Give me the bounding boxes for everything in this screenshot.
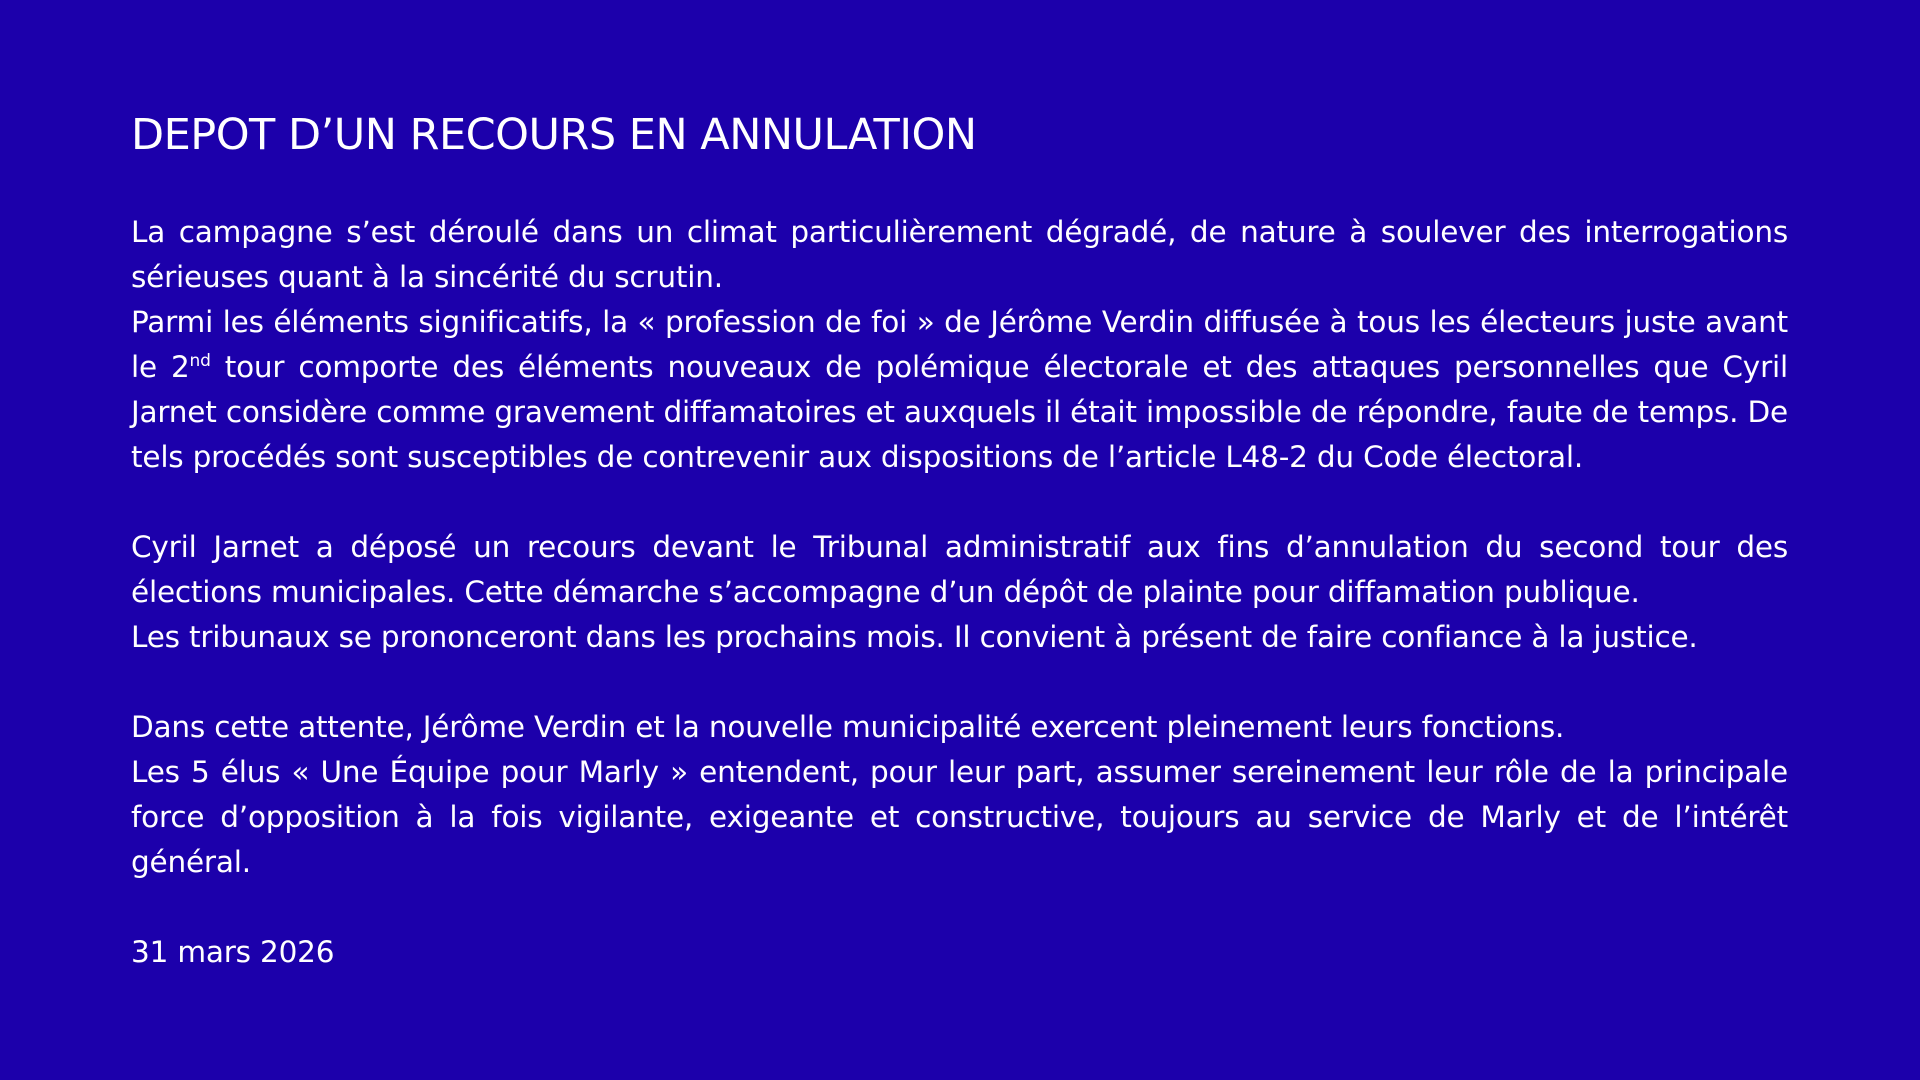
paragraph-attente: Dans cette attente, Jérôme Verdin et la nouvelle municipalité exercent pleinement leurs fonctions. (131, 710, 1565, 744)
paragraph-profession-de-foi-part2: tour comporte des éléments nouveaux de polémique électorale et des attaques personnelles que Cyril Jarnet considère comme gravement diffamatoires et auxquels il était impossible de répondre, faute de temps. De tels procédés sont susceptibles de contrevenir aux dispositions de l’article L48-2 du Code électoral. (131, 350, 1788, 474)
spacer (131, 480, 1788, 525)
paragraph-campaign: La campagne s’est déroulé dans un climat particulièrement dégradé, de nature à soulever des interrogations sérieuses quant à la sincérité du scrutin. (131, 215, 1788, 294)
paragraph-profession-de-foi (131, 300, 1788, 480)
slide-content (131, 106, 1788, 975)
paragraph-tribunaux: Les tribunaux se prononceront dans les prochains mois. Il convient à présent de faire confiance à la justice. (131, 620, 1698, 654)
spacer (131, 885, 1788, 930)
paragraph-opposition: Les 5 élus « Une Équipe pour Marly » entendent, pour leur part, assumer sereinement leur rôle de la principale force d’opposition à la fois vigilante, exigeante et constructive, toujours au service de Marly et de l’intérêt général. (131, 755, 1788, 879)
spacer (131, 660, 1788, 705)
document-date: 31 mars 2026 (131, 935, 335, 969)
ordinal-superscript: nd (189, 351, 211, 372)
paragraph-recours: Cyril Jarnet a déposé un recours devant le Tribunal administratif aux fins d’annulation du second tour des élections municipales. Cette démarche s’accompagne d’un dépôt de plainte pour diffamation publique. (131, 530, 1788, 609)
page-title: DEPOT D’UN RECOURS EN ANNULATION (131, 110, 977, 160)
paragraph-profession-de-foi-part1: Parmi les éléments significatifs, la « profession de foi » de Jérôme Verdin diffusée à tous les électeurs juste avant le 2 (131, 305, 1788, 384)
